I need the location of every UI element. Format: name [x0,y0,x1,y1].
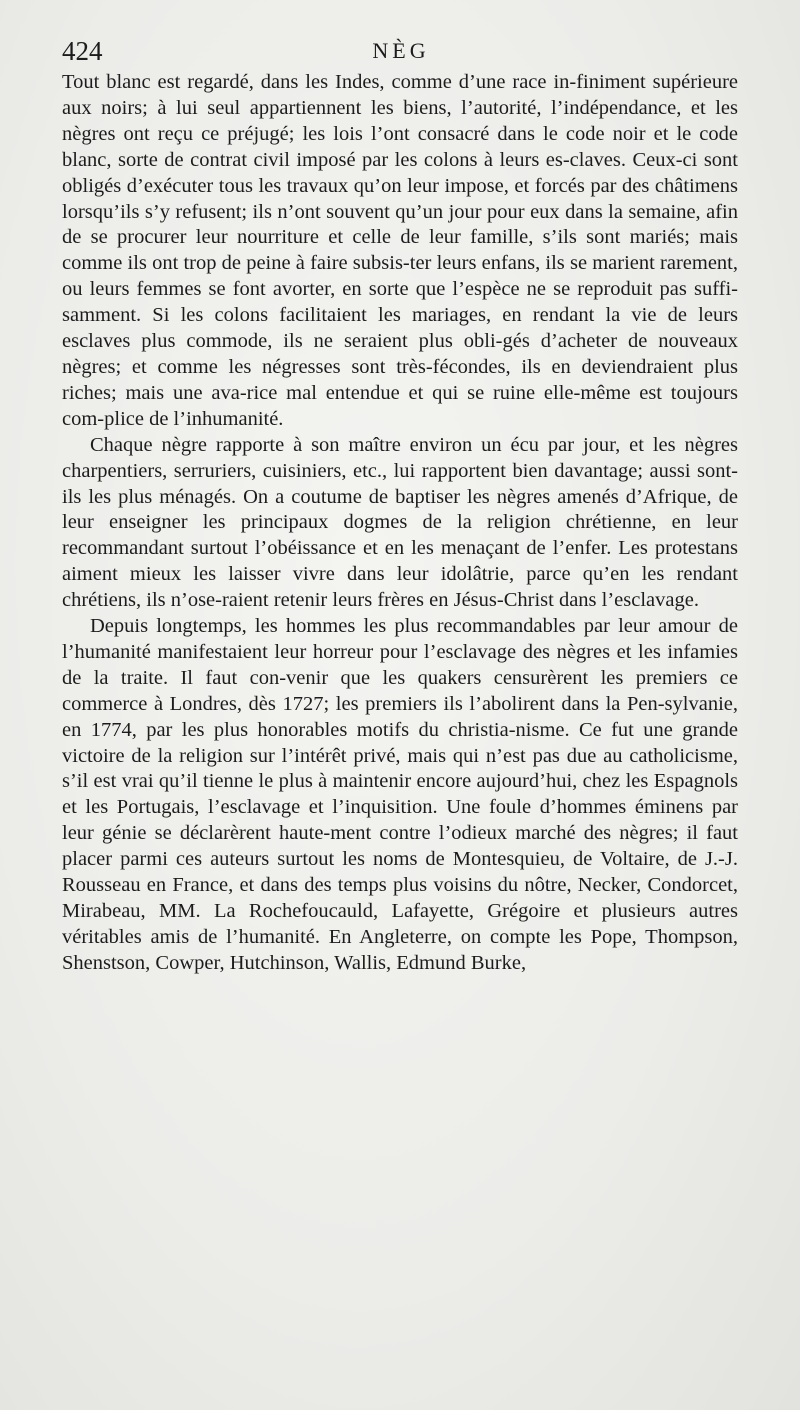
page-header [62,36,740,66]
paragraph-2: Chaque nègre rapporte à son maître environ un écu par jour, et les nègres charpentiers, serruriers, cuisiniers, etc., lui rapportent bien davantage; aussi sont-ils les plus ménagés. On a coutume de baptiser les nègres amenés d’Afrique, de leur enseigner les principaux dogmes de la religion chrétienne, en leur recommandant surtout l’obéissance et en les menaçant de l’enfer. Les protestans aiment mieux les laisser vivre dans leur idolâtrie, parce qu’en les rendant chrétiens, ils n’ose-raient retenir leurs frères en Jésus-Christ dans l’esclavage. [62,433,738,612]
running-head: NÈG [372,38,430,63]
body-text [62,70,738,977]
paragraph-1: Tout blanc est regardé, dans les Indes, comme d’une race in-finiment supérieure aux noirs; à lui seul appartiennent les biens, l’autorité, l’indépendance, et les nègres ont reçu ce préjugé; les lois l’ont consacré dans le code noir et le code blanc, sorte de contrat civil imposé par les colons à leurs es-claves. Ceux-ci sont obligés d’exécuter tous les travaux qu’on leur impose, et forcés par des châtimens lorsqu’ils s’y refusent; ils n’ont souvent qu’un jour pour eux dans la semaine, afin de se procurer leur nourriture et celle de leur famille, s’ils sont mariés; mais comme ils ont trop de peine à faire subsis-ter leurs enfans, ils se marient rarement, ou leurs femmes se font avorter, en sorte que l’espèce ne se reproduit pas suffi-samment. Si les colons facilitaient les mariages, en rendant la vie de leurs esclaves plus commode, ils ne seraient plus obli-gés d’acheter de nouveaux nègres; et comme les négresses sont très-fécondes, ils en deviendraient plus riches; mais une ava-rice mal entendue et qui se ruine elle-même est toujours com-plice de l’inhumanité. [62,71,738,430]
paragraph-3: Depuis longtemps, les hommes les plus recommandables par leur amour de l’humanité manifestaient leur horreur pour l’esclavage des nègres et les infamies de la traite. Il faut con-venir que les quakers censurèrent les premiers ce commerce à Londres, dès 1727; les premiers ils l’abolirent dans la Pen-sylvanie, en 1774, par les plus honorables motifs du christia-nisme. Ce fut une grande victoire de la religion sur l’intérêt privé, mais qui n’est pas due au catholicisme, s’il est vrai qu’il tienne le plus à maintenir encore aujourd’hui, chez les Espagnols et les Portugais, l’esclavage et l’inquisition. Une foule d’hommes éminens par leur génie se déclarèrent haute-ment contre l’odieux marché des nègres; il faut placer parmi ces auteurs surtout les noms de Montesquieu, de Voltaire, de J.-J. Rousseau en France, et dans des temps plus voisins du nôtre, Necker, Condorcet, Mirabeau, MM. La Rochefoucauld, Lafayette, Grégoire et plusieurs autres véritables amis de l’humanité. En Angleterre, on compte les Pope, Thompson, Shenstson, Cowper, Hutchinson, Wallis, Edmund Burke, [62,615,738,974]
page-number: 424 [62,36,103,66]
